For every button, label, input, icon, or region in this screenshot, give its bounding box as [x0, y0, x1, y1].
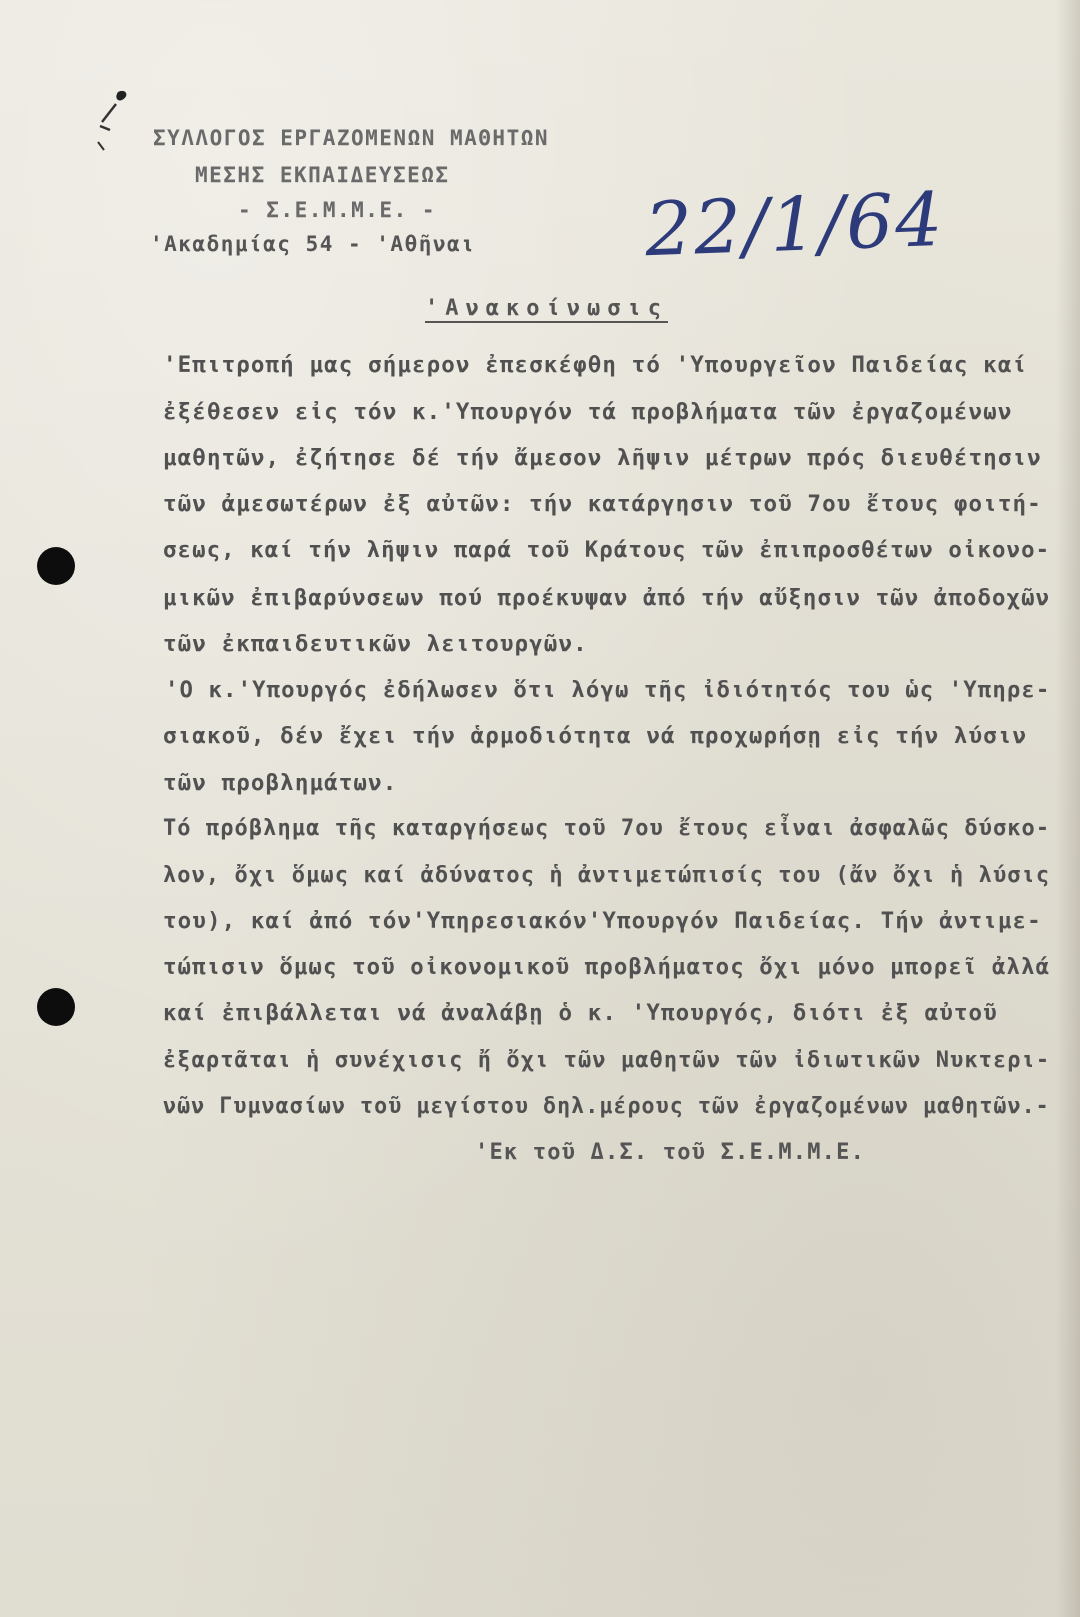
organization-name: ΣΥΛΛΟΓΟΣ ΕΡΓΑΖΟΜΕΝΩΝ ΜΑΘΗΤΩΝ [153, 126, 550, 150]
body-line: Τό πρόβλημα τῆς καταργήσεως τοῦ 7ου ἔτους εἶναι ἀσφαλῶς δύσκο- [163, 815, 1051, 841]
body-line: λον, ὄχι ὅμως καί ἀδύνατος ἡ ἀντιμετώπισίς του (ἄν ὄχι ἡ λύσις [163, 862, 1051, 888]
document-title: 'Ανακοίνωσις [425, 296, 668, 321]
body-line: ἐξαρτᾶται ἡ συνέχισις ἤ ὄχι τῶν μαθητῶν τῶν ἰδιωτικῶν Νυκτερι- [163, 1047, 1051, 1073]
body-line: καί ἐπιβάλλεται νά ἀναλάβῃ ὁ κ. 'Υπουργός, διότι ἐξ αὐτοῦ [163, 1000, 998, 1026]
body-line: του), καί ἀπό τόν'Υπηρεσιακόν'Υπουργόν Παιδείας. Τήν ἀντιμε- [163, 908, 1042, 934]
body-line: μαθητῶν, ἐζήτησε δέ τήν ἄμεσον λῆψιν μέτρων πρός διευθέτησιν [163, 445, 1042, 471]
body-line: 'Επιτροπή μας σήμερον ἐπεσκέφθη τό 'Υπουργεῖον Παιδείας καί [163, 352, 1028, 378]
body-line: τῶν ἐκπαιδευτικῶν λειτουργῶν. [163, 631, 588, 657]
handwritten-date: 22/1/64 [643, 176, 946, 274]
body-line: σεως, καί τήν λῆψιν παρά τοῦ Κράτους τῶν ἐπιπροσθέτων οἰκονο- [163, 537, 1051, 563]
body-line: 'Ο κ.'Υπουργός ἐδήλωσεν ὅτι λόγω τῆς ἰδιότητός του ὡς 'Υπηρε- [165, 677, 1051, 703]
punch-hole-top [37, 547, 75, 585]
body-line: τῶν προβλημάτων. [163, 770, 398, 796]
punch-hole-bottom [37, 988, 75, 1026]
organization-abbreviation: - Σ.Ε.Μ.Μ.Ε. - [238, 198, 437, 222]
organization-address: 'Ακαδημίας 54 - 'Αθῆναι [150, 232, 476, 256]
body-line: ἐξέθεσεν εἰς τόν κ.'Υπουργόν τά προβλήματα τῶν ἐργαζομένων [163, 399, 1013, 425]
ink-mark-icon [96, 86, 136, 156]
signature-line: 'Εκ τοῦ Δ.Σ. τοῦ Σ.Ε.Μ.Μ.Ε. [475, 1140, 866, 1165]
body-line: μικῶν ἐπιβαρύνσεων πού προέκυψαν ἀπό τήν αὔξησιν τῶν ἀποδοχῶν [163, 585, 1051, 611]
body-line: τῶν ἀμεσωτέρων ἐξ αὐτῶν: τήν κατάργησιν τοῦ 7ου ἔτους φοιτή- [163, 491, 1042, 517]
organization-subtitle: ΜΕΣΗΣ ΕΚΠΑΙΔΕΥΣΕΩΣ [195, 163, 450, 187]
body-line: τώπισιν ὅμως τοῦ οἰκονομικοῦ προβλήματος ὄχι μόνο μπορεῖ ἀλλά [163, 954, 1051, 980]
body-line: σιακοῦ, δέν ἔχει τήν ἁρμοδιότητα νά προχωρήσῃ εἰς τήν λύσιν [163, 723, 1028, 749]
body-line: νῶν Γυμνασίων τοῦ μεγίστου δηλ.μέρους τῶν ἐργαζομένων μαθητῶν.- [163, 1093, 1050, 1119]
page-edge-shadow [1056, 0, 1080, 1617]
